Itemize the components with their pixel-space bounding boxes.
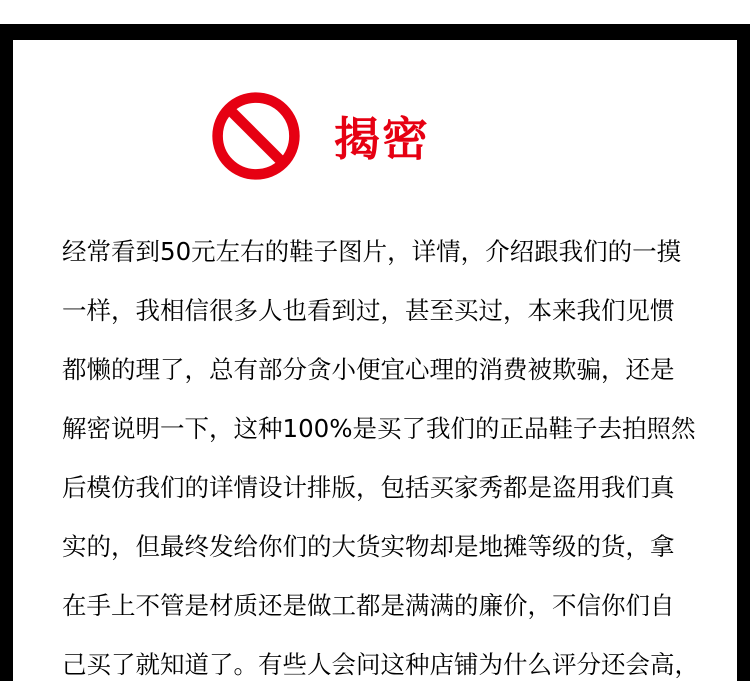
- heading: [208, 86, 430, 186]
- body-line: 一样，我相信很多人也看到过，甚至买过，本来我们见惯: [62, 296, 675, 325]
- black-border-right: [737, 24, 750, 681]
- body-line: 后模仿我们的详情设计排版，包括买家秀都是盗用我们真: [62, 473, 675, 502]
- body-line: 己买了就知道了。有些人会问这种店铺为什么评分还会高，: [62, 650, 699, 679]
- heading-title: 揭密: [334, 112, 430, 166]
- black-border-top: [0, 24, 750, 40]
- body-text: [62, 222, 699, 694]
- black-border-left: [0, 24, 13, 681]
- body-line: 经常看到50元左右的鞋子图片，详情，介绍跟我们的一摸: [62, 237, 682, 266]
- body-line: 解密说明一下，这种100%是买了我们的正品鞋子去拍照然: [62, 414, 696, 443]
- body-line: 在手上不管是材质还是做工都是满满的廉价，不信你们自: [62, 591, 675, 620]
- body-line: 实的，但最终发给你们的大货实物却是地摊等级的货，拿: [62, 532, 675, 561]
- body-line: 都懒的理了，总有部分贪小便宜心理的消费被欺骗，还是: [62, 355, 675, 384]
- prohibited-icon: [208, 88, 304, 184]
